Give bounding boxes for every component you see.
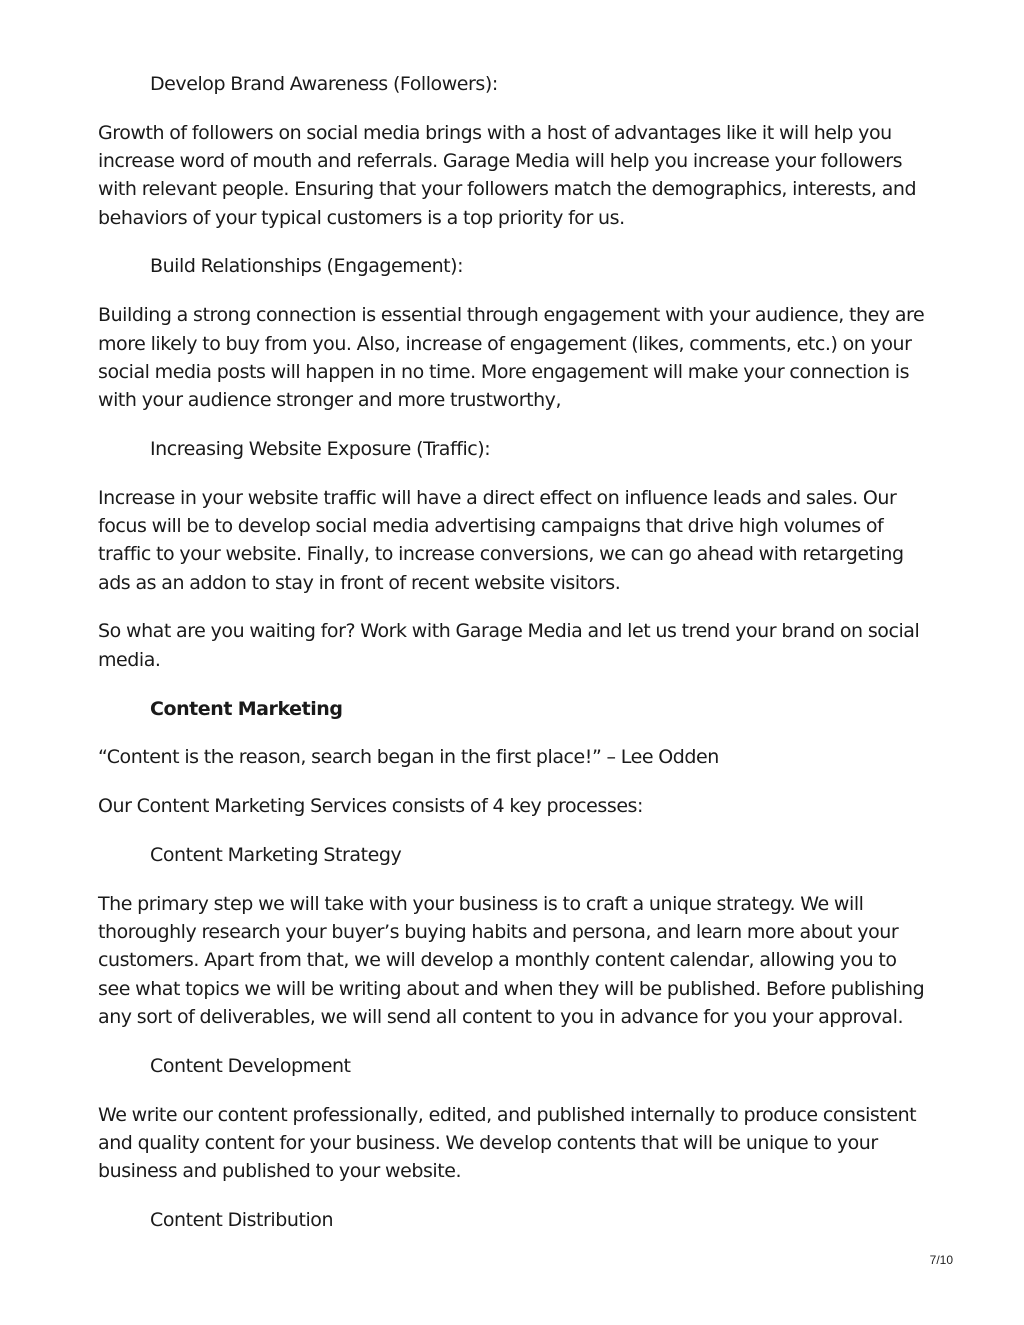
subheading-brand-awareness: Develop Brand Awareness (Followers): (150, 73, 498, 95)
paragraph-engagement: Building a strong connection is essential through engagement with your audience, they are more likely to buy from you. Also, increase of engagement (likes, comments, etc.) on your social media posts will happen in no time. More engagement will make your connection is with your audience stronger and more trustworthy, (98, 304, 925, 412)
paragraph-traffic: Increase in your website traffic will have a direct effect on influence leads and sales. Our focus will be to develop social media advertising campaigns that drive high volumes of traffic to your website. Finally, to increase conversions, we can go ahead with retargeting ads as an addon to stay in front of recent website visitors. (98, 486, 904, 594)
paragraph-followers: Growth of followers on social media brings with a host of advantages like it will help you increase word of mouth and referrals. Garage Media will help you increase your followers with relevant people. Ensuring that your followers match the demographics, interests, and behaviors of your typical customers is a top priority for us. (98, 121, 917, 229)
paragraph-quote: “Content is the reason, search began in the first place!” – Lee Odden (98, 746, 719, 769)
paragraph-development: We write our content professionally, edited, and published internally to produce consistent and quality content for your business. We develop contents that will be unique to your business and published to your website. (98, 1103, 917, 1183)
subheading-content-development: Content Development (150, 1054, 351, 1077)
subheading-content-distribution: Content Distribution (150, 1208, 334, 1231)
paragraph-key-processes: Our Content Marketing Services consists of 4 key processes: (98, 795, 643, 818)
subheading-content-strategy: Content Marketing Strategy (150, 843, 402, 866)
heading-content-marketing: Content Marketing (150, 697, 343, 720)
subheading-website-exposure: Increasing Website Exposure (Traffic): (150, 437, 491, 460)
paragraph-strategy: The primary step we will take with your business is to craft a unique strategy. We will thoroughly research your buyer’s buying habits and persona, and learn more about your customers. Apart from that, we will develop a monthly content calendar, allowing you to see what topics we will be writing about and when they will be published. Before publishing any sort of deliverables, we will send all content to you in advance for you your approval. (98, 892, 925, 1028)
subheading-build-relationships: Build Relationships (Engagement): (150, 255, 464, 278)
page-number: 7/10 (929, 1253, 953, 1267)
paragraph-call-to-action: So what are you waiting for? Work with Garage Media and let us trend your brand on social media. (98, 620, 920, 671)
document-body (98, 70, 928, 1255)
